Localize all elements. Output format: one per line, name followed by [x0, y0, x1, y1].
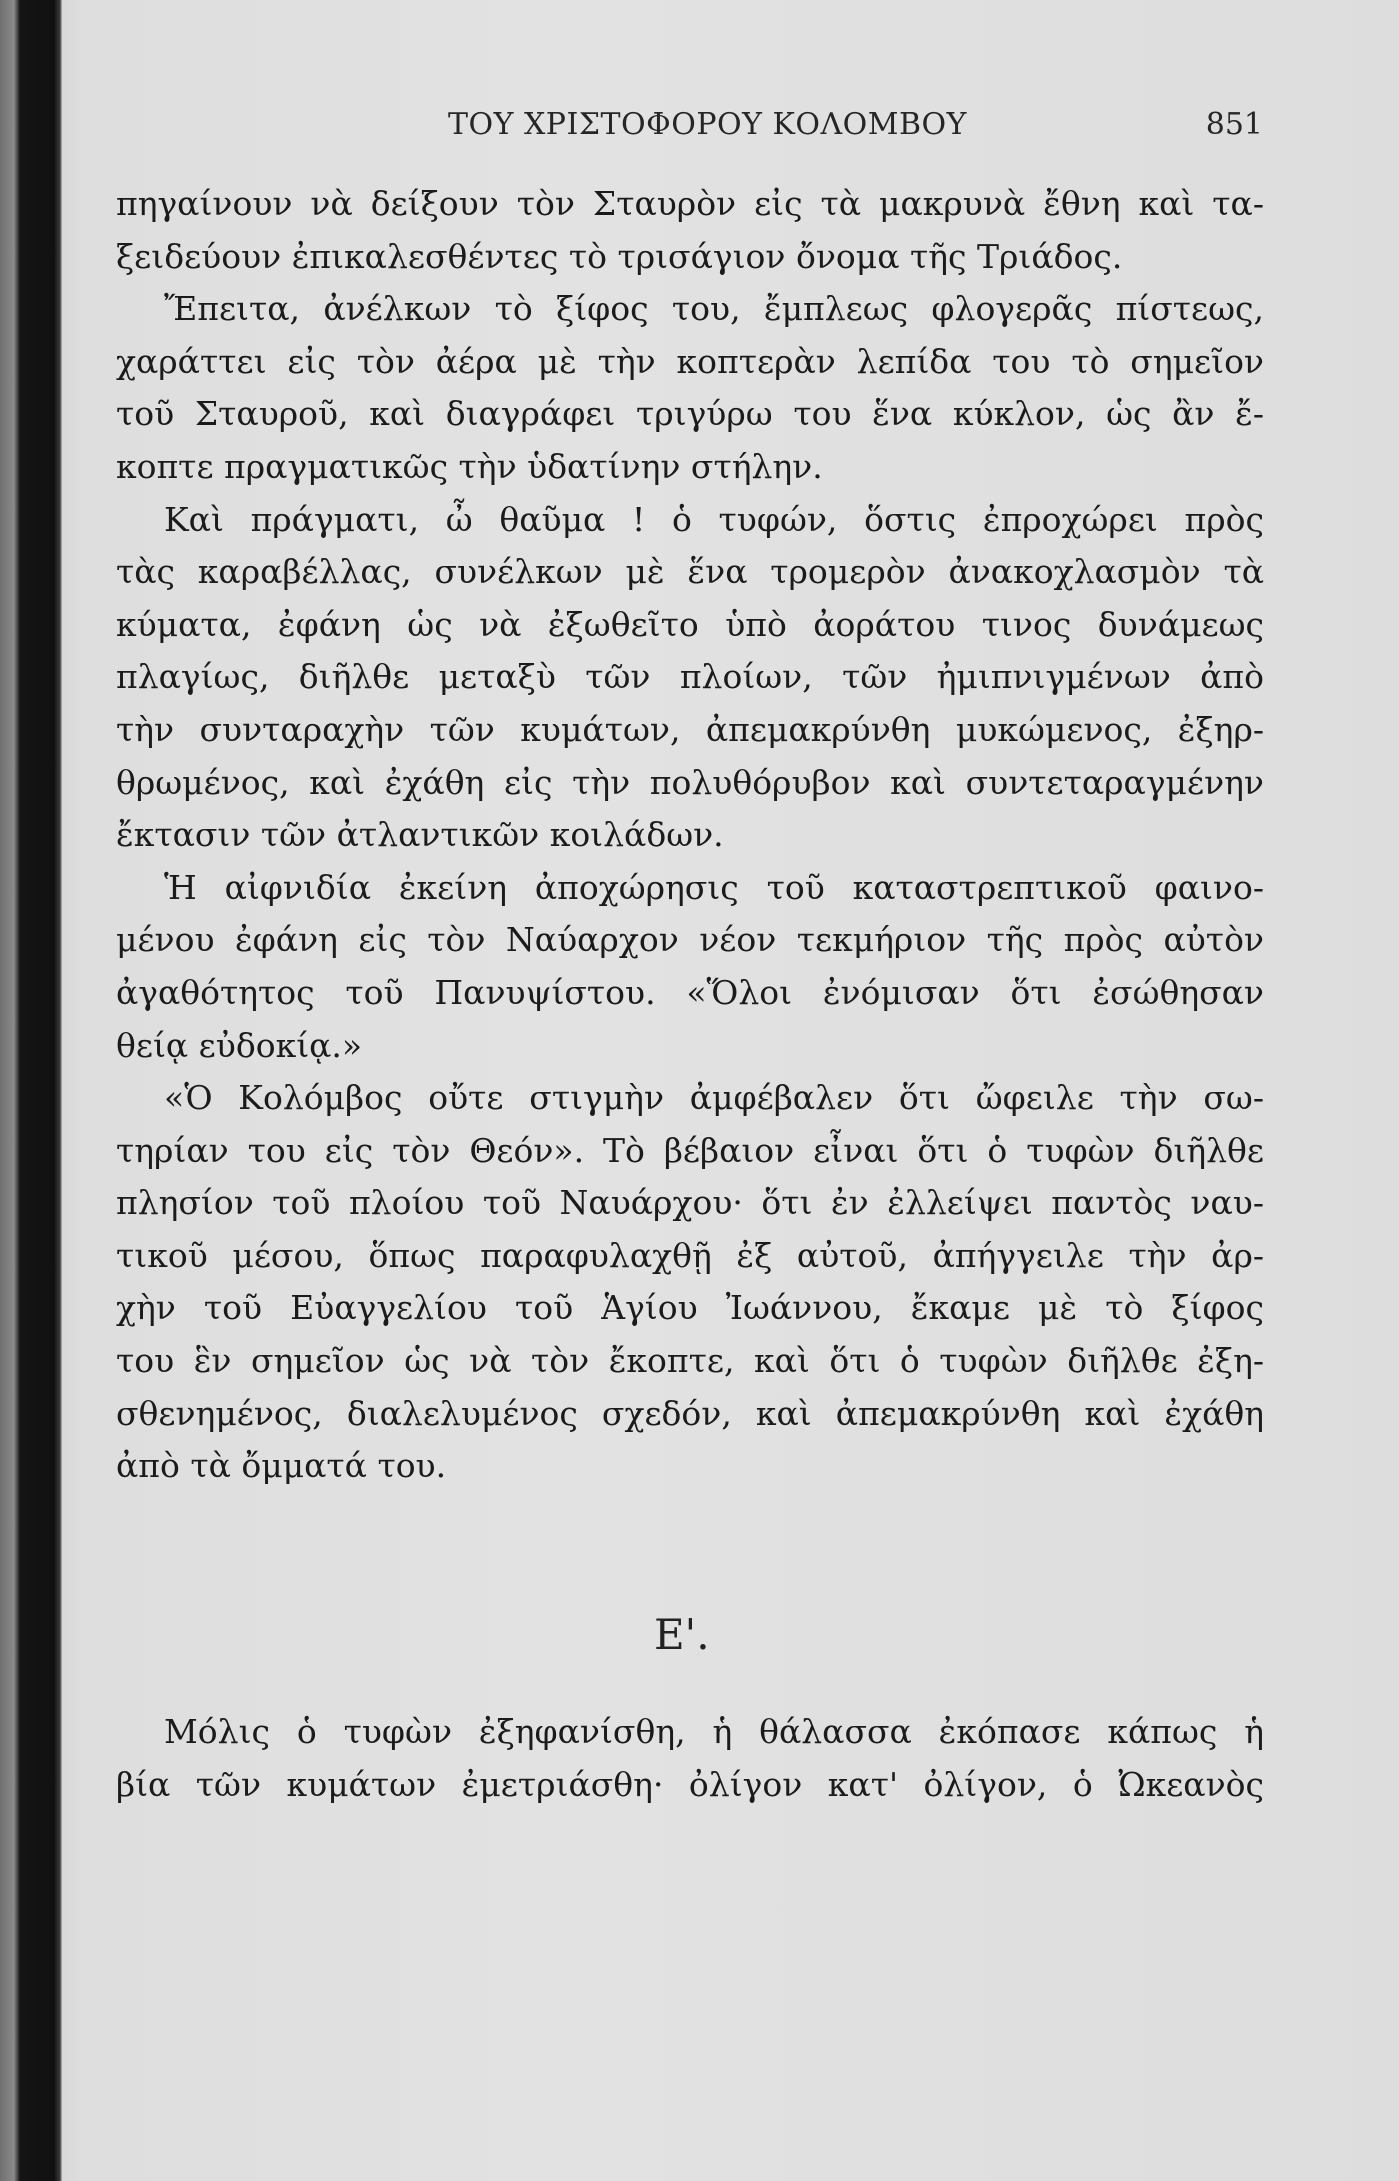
text-line: πηγαίνουν νὰ δείξουν τὸν Σταυρὸν εἰς τὰ μακρυνὰ ἔθνη καὶ τα-: [116, 184, 1264, 223]
text-line: ἀπὸ τὰ ὄμματά του.: [116, 1446, 447, 1486]
text-line: μένου ἐφάνη εἰς τὸν Ναύαρχον νέον τεκμήριον τῆς πρὸς αὐτὸν: [116, 920, 1264, 960]
body-text-continued: [116, 1706, 1264, 1811]
text-line: του ἓν σημεῖον ὡς νὰ τὸν ἔκοπτε, καὶ ὅτι ὁ τυφὼν διῆλθε ἐξη-: [116, 1341, 1264, 1381]
text-line: χὴν τοῦ Εὐαγγελίου τοῦ Ἁγίου Ἰωάννου, ἔκαμε μὲ τὸ ξίφος: [116, 1288, 1264, 1328]
text-line: πλαγίως, διῆλθε μεταξὺ τῶν πλοίων, τῶν ἠμιπνιγμένων ἀπὸ: [116, 657, 1264, 697]
text-line: τικοῦ μέσου, ὅπως παραφυλαχθῇ ἐξ αὐτοῦ, ἀπήγγειλε τὴν ἀρ-: [116, 1235, 1264, 1275]
section-heading: Ε'.: [654, 1610, 710, 1659]
text-line: ἀγαθότητος τοῦ Πανυψίστου. «Ὅλοι ἐνόμισαν ὅτι ἐσώθησαν: [116, 972, 1264, 1012]
text-line: τοῦ Σταυροῦ, καὶ διαγράφει τριγύρω του ἕνα κύκλον, ὡς ἂν ἔ-: [116, 394, 1264, 434]
text-line: πλησίον τοῦ πλοίου τοῦ Ναυάρχου· ὅτι ἐν ἐλλείψει παντὸς ναυ-: [116, 1183, 1264, 1223]
text-line: ἔκτασιν τῶν ἀτλαντικῶν κοιλάδων.: [116, 815, 724, 855]
text-line: Ἡ αἰφνιδία ἐκείνη ἀποχώρησις τοῦ καταστρεπτικοῦ φαινο-: [164, 867, 1264, 907]
text-line: χαράττει εἰς τὸν ἀέρα μὲ τὴν κοπτερὰν λεπίδα του τὸ σημεῖον: [116, 341, 1264, 381]
text-line: τὴν συνταραχὴν τῶν κυμάτων, ἀπεμακρύνθη μυκώμενος, ἐξηρ-: [116, 709, 1264, 749]
text-line: Καὶ πράγματι, ὦ θαῦμα ! ὁ τυφών, ὅστις ἐπροχώρει πρὸς: [164, 499, 1264, 539]
text-line: κοπτε πραγματικῶς τὴν ὑδατίνην στήλην.: [116, 446, 823, 486]
text-line: σθενημένος, διαλελυμένος σχεδόν, καὶ ἀπεμακρύνθη καὶ ἐχάθη: [116, 1393, 1264, 1433]
text-line: κύματα, ἐφάνη ὡς νὰ ἐξωθεῖτο ὑπὸ ἀοράτου τινος δυνάμεως: [116, 604, 1264, 644]
text-line: ξειδεύουν ἐπικαλεσθέντες τὸ τρισάγιον ὄνομα τῆς Τριάδος.: [116, 236, 1123, 276]
body-text: [116, 178, 1264, 1493]
text-line: «Ὁ Κολόμβος οὔτε στιγμὴν ἀμφέβαλεν ὅτι ὤφειλε τὴν σω-: [164, 1078, 1264, 1118]
page-number: 851: [1205, 107, 1263, 142]
text-line: θρωμένος, καὶ ἐχάθη εἰς τὴν πολυθόρυβον καὶ συντεταραγμένην: [116, 762, 1264, 802]
text-line: Ἔπειτα, ἀνέλκων τὸ ξίφος του, ἔμπλεως φλογερᾶς πίστεως,: [164, 289, 1264, 329]
text-line: θείᾳ εὐδοκίᾳ.»: [116, 1025, 363, 1065]
text-line: τὰς καραβέλλας, συνέλκων μὲ ἕνα τρομερὸν ἀνακοχλασμὸν τὰ: [116, 552, 1264, 592]
page-header: [448, 107, 1263, 151]
text-line: βία τῶν κυμάτων ἐμετριάσθη· ὀλίγον κατ' ὀλίγον, ὁ Ὠκεανὸς: [116, 1764, 1264, 1804]
running-title: ΤΟΥ ΧΡΙΣΤΟΦΟΡΟΥ ΚΟΛΟΜΒΟΥ: [448, 107, 967, 142]
text-line: τηρίαν του εἰς τὸν Θεόν». Τὸ βέβαιον εἶναι ὅτι ὁ τυφὼν διῆλθε: [116, 1130, 1264, 1170]
book-binding-shadow: [0, 0, 62, 2181]
text-line: Μόλις ὁ τυφὼν ἐξηφανίσθη, ἡ θάλασσα ἐκόπασε κάπως ἡ: [164, 1712, 1264, 1751]
